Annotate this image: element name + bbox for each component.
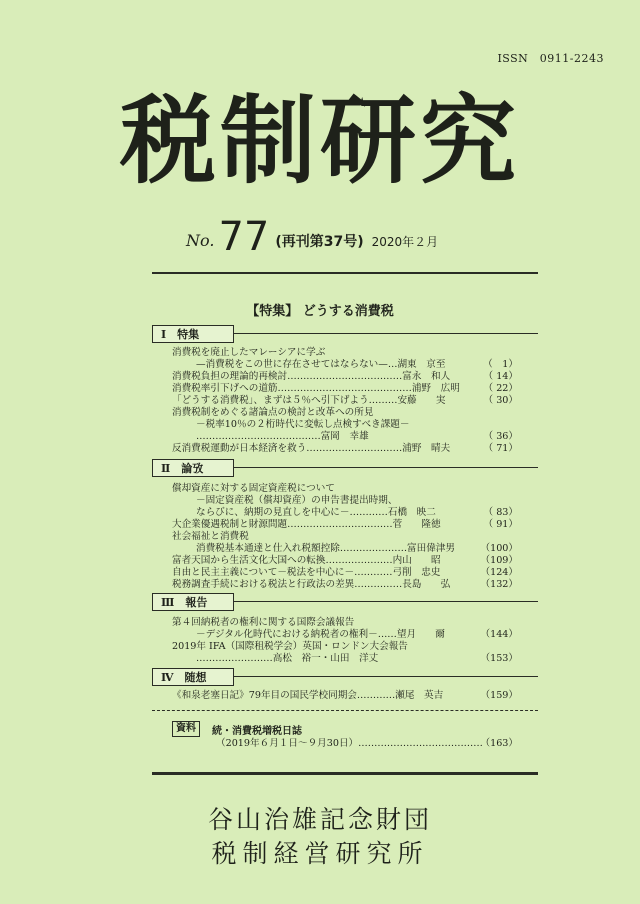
section-heading: Ⅲ 報告	[152, 593, 234, 611]
bottom-rule	[152, 772, 538, 775]
section-heading: Ⅰ 特集	[152, 325, 234, 343]
issue-date: 2020年２月	[371, 235, 439, 249]
feature-heading: 【特集】 どうする消費税	[246, 304, 394, 319]
toc-entry: －税率10％の２桁時代に変転し点検すべき課題－	[196, 419, 410, 430]
journal-title: 税制研究	[120, 84, 520, 197]
issue-prefix: No.	[186, 231, 215, 250]
toc-entry: …………………………………富岡 幸雄 （ 36）	[196, 431, 518, 442]
publisher-institute: 税制経営研究所	[211, 839, 429, 868]
toc-entry: （2019年６月１日～９月30日）………………………………… （163）	[216, 738, 518, 749]
toc-entry: 《和泉老塞日記》79年目の国民学校同期会…………瀬尾 英吉 （159）	[172, 690, 518, 701]
issue-line	[186, 214, 438, 260]
toc-entry: 自由と民主主義について－税法を中心に－…………弓削 忠史 （124）	[172, 567, 518, 578]
toc-entry: －デジタル化時代における納税者の権利－……望月 爾 （144）	[196, 629, 518, 640]
toc-entry: ならびに、納期の見直しを中心に－…………石橋 映二 （ 83）	[196, 507, 518, 518]
toc-entry: 消費税率引下げへの道筋……………………………………浦野 広明 （ 22）	[172, 383, 518, 394]
materials-title: 続・消費税増税日誌	[212, 726, 302, 737]
toc-entry: －固定資産税（償却資産）の申告書提出時期、	[196, 495, 398, 506]
toc-entry: ……………………高松 裕一・山田 洋丈 （153）	[196, 653, 518, 664]
dashed-divider	[152, 710, 538, 711]
section-heading: Ⅱ 論攷	[152, 459, 234, 477]
toc-entry: 消費税制をめぐる諸論点の検討と改革への所見	[172, 407, 374, 418]
issue-number: 77	[218, 214, 270, 260]
toc-entry: 消費税負担の理論的再検討………………………………富永 和人 （ 14）	[172, 371, 518, 382]
issue-reissue: (再刊第37号)	[275, 234, 364, 250]
materials-label: 資料	[172, 721, 200, 737]
section-heading: Ⅳ 随想	[152, 668, 234, 686]
toc-entry: 償却資産に対する固定資産税について	[172, 483, 335, 494]
publisher-foundation: 谷山治雄記念財団	[207, 805, 432, 834]
toc-entry: 大企業優遇税制と財源問題……………………………菅 隆徳 （ 91）	[172, 519, 518, 530]
toc-entry: 税務調査手続における税法と行政法の差異……………長島 弘 （132）	[172, 579, 518, 590]
toc-entry: 社会福祉と消費税	[172, 531, 249, 542]
toc-entry: 反消費税運動が日本経済を救う…………………………浦野 晴夫 （ 71）	[172, 443, 518, 454]
toc-entry: 「どうする消費税」、まずは５％へ引下げよう………安藤 実 （ 30）	[172, 395, 518, 406]
toc-entry: 第４回納税者の権利に関する国際会議報告	[172, 617, 355, 628]
toc-entry: 消費税を廃止したマレーシアに学ぶ	[172, 347, 326, 358]
toc-entry: 消費税基本通達と仕入れ税額控除…………………富田偉津男 （100）	[196, 543, 518, 554]
top-rule	[152, 272, 538, 274]
issn: ISSN 0911-2243	[497, 52, 604, 65]
toc-entry: 2019年 IFA（国際租税学会）英国・ロンドン大会報告	[172, 641, 408, 652]
toc-entry: —消費税をこの世に存在させてはならない—…湖東 京至 （ 1）	[196, 359, 518, 370]
toc-entry: 富者天国から生活文化大国への転換…………………内山 昭 （109）	[172, 555, 518, 566]
